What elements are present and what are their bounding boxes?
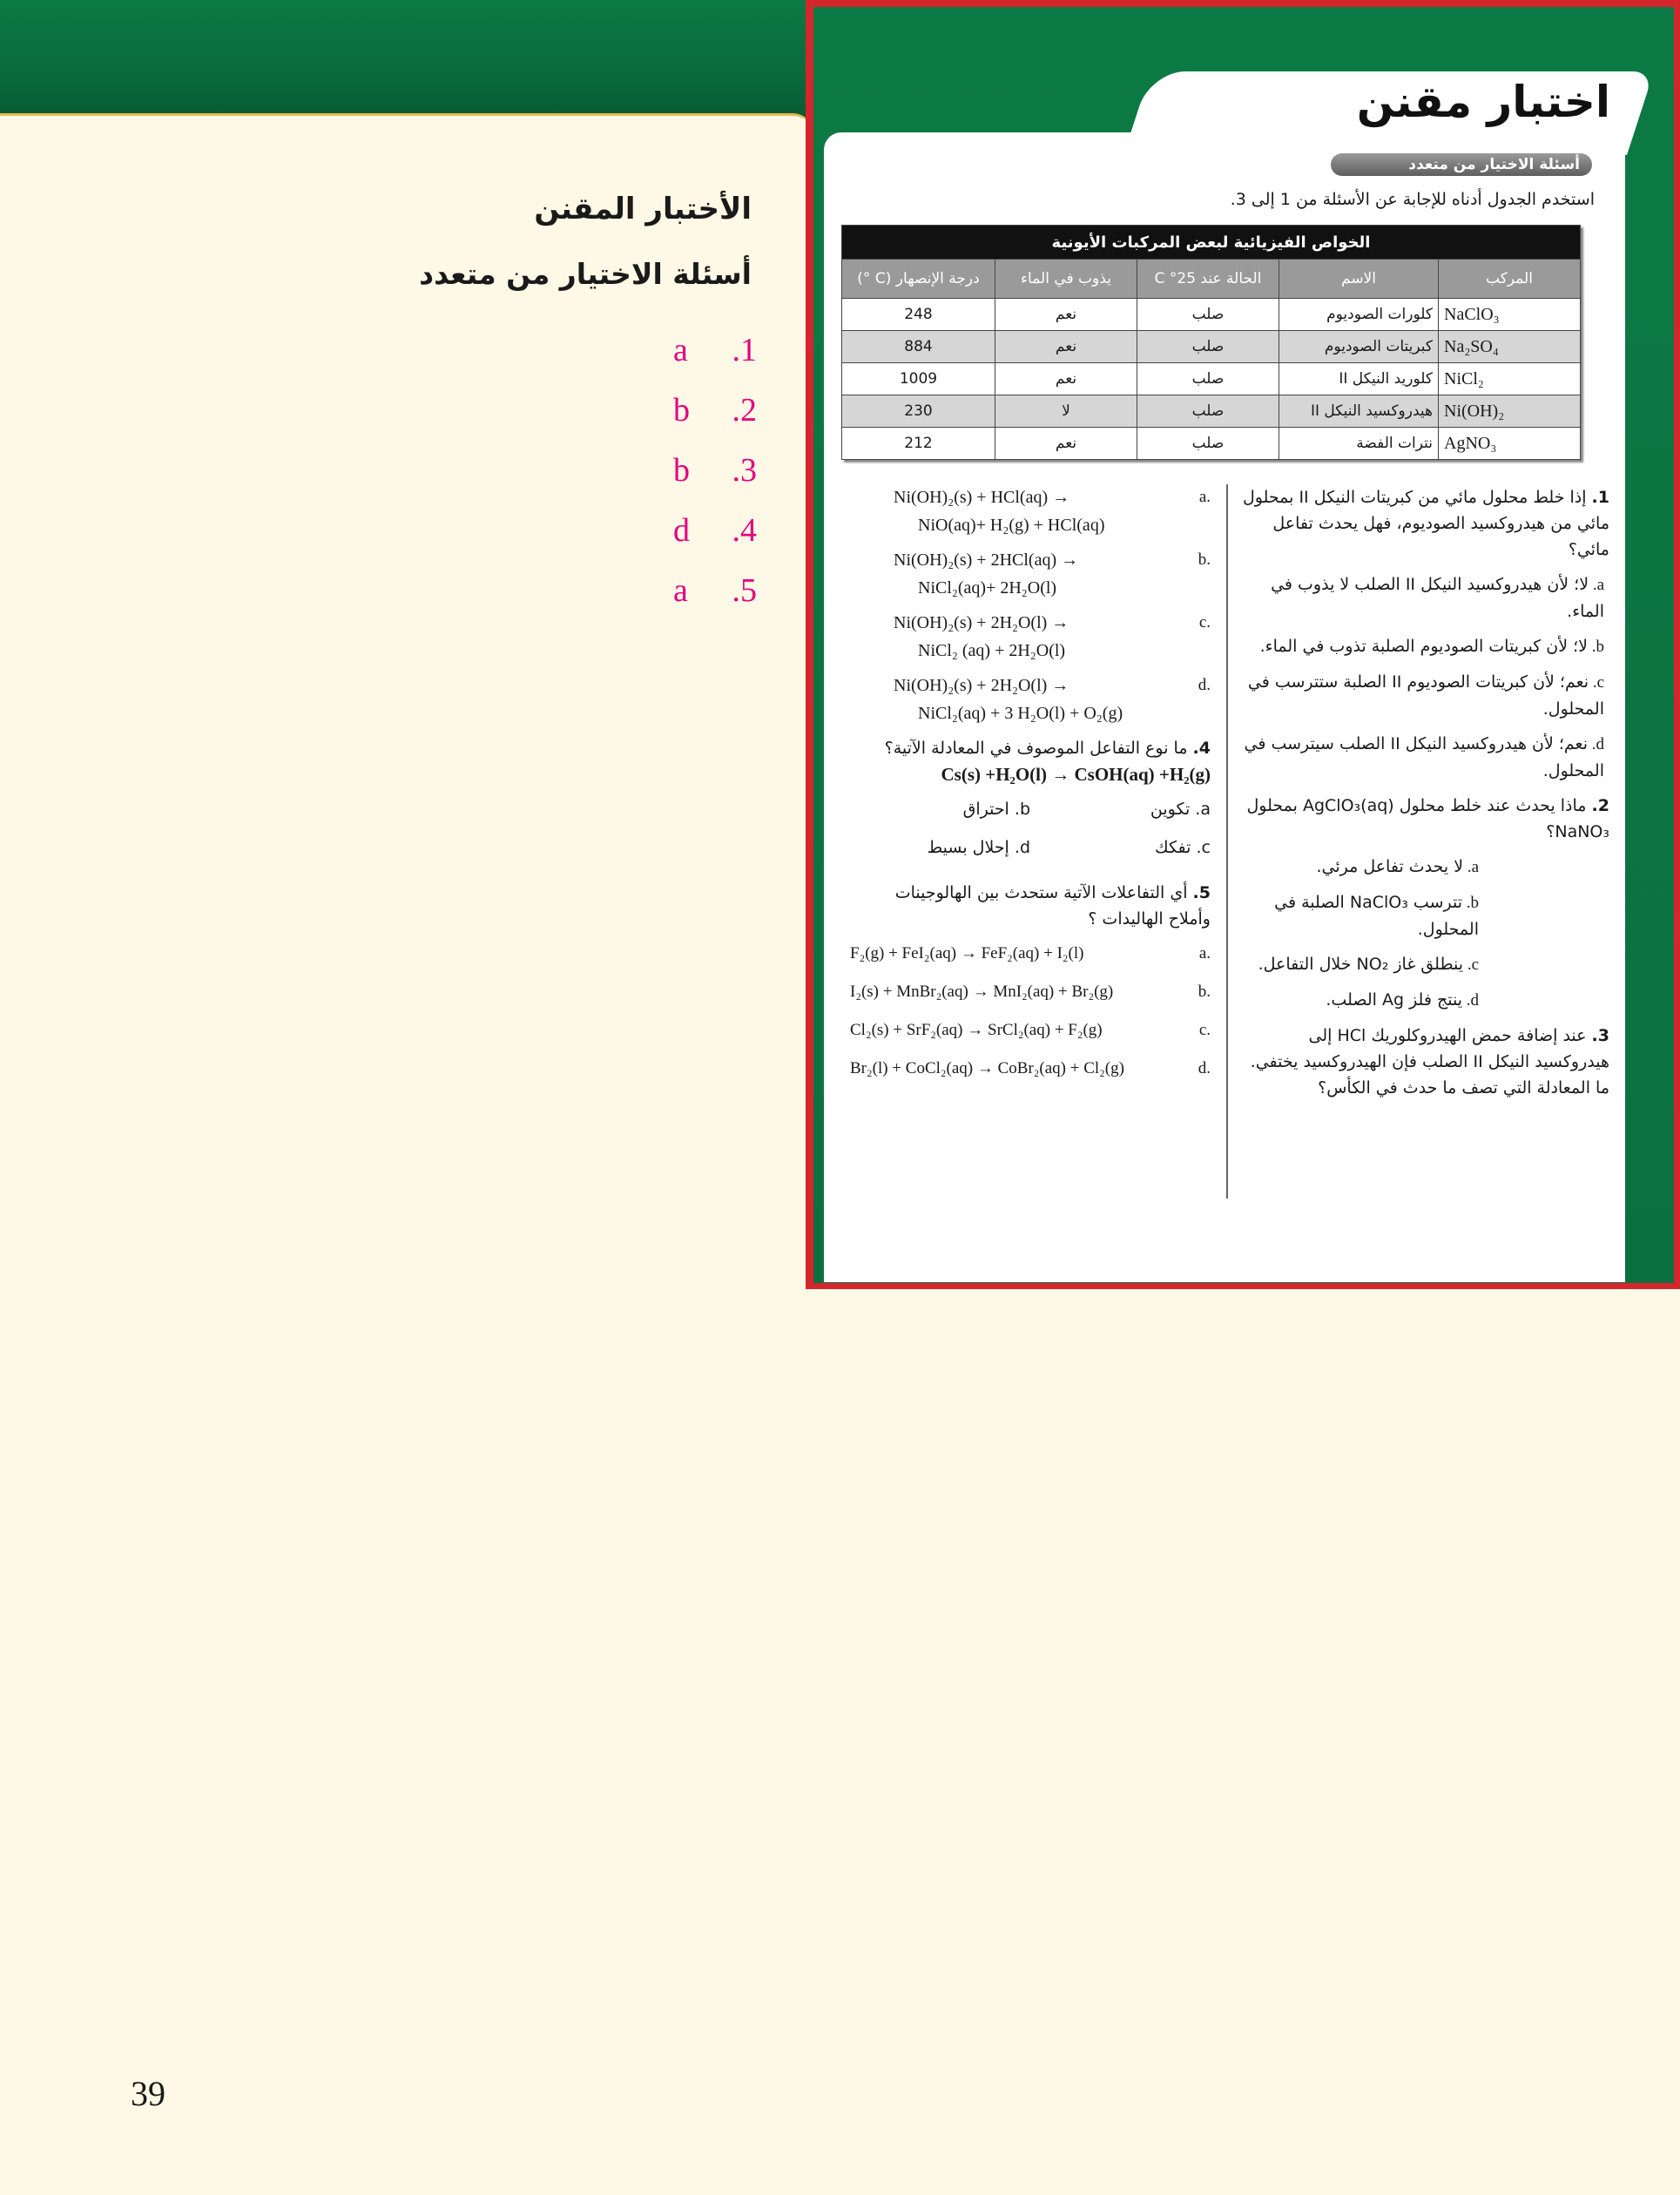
option-text: تفكك <box>1155 838 1191 857</box>
table-cell: لا <box>995 395 1137 428</box>
question-text: ماذا يحدث عند خلط محلول AgClO₃(aq) بمحلول NaNO₃؟ <box>1246 796 1609 841</box>
answer-key-title: الأختبار المقنن <box>534 192 752 226</box>
question-5 <box>850 880 1211 932</box>
table-cell: 248 <box>842 299 995 331</box>
ionic-compounds-table <box>841 225 1581 460</box>
table-cell: 212 <box>842 428 995 460</box>
table-cell: صلب <box>1137 331 1279 363</box>
option-letter: .d <box>1198 676 1211 694</box>
table-cell: AgNO₃ <box>1439 428 1581 460</box>
answer-letter: d <box>673 512 690 549</box>
equation-line: NiO(aq)+ H₂(g) + HCl(aq) <box>918 516 1105 535</box>
option-text: نعم؛ لأن هيدروكسيد النيكل II الصلب سيترسب في المحلول. <box>1244 734 1604 780</box>
answer-item <box>652 331 757 375</box>
answer-number: .1 <box>732 332 757 368</box>
equation-line: NiCl₂(aq)+ 2H₂O(l) <box>918 578 1057 598</box>
option-c: c. ينطلق غاز NO₂ خلال التفاعل. <box>1258 955 1479 974</box>
option-a: a. تكوين <box>1150 800 1211 819</box>
q3-option-c <box>850 610 1211 665</box>
option-b: b. تترسب NaClO₃ الصلبة في المحلول. <box>1274 893 1479 939</box>
answer-number: .5 <box>732 572 757 609</box>
answer-key-subtitle: أسئلة الاختيار من متعدد <box>419 257 752 291</box>
option-letter: .a <box>1198 488 1211 506</box>
table-header: المركب <box>1439 260 1581 299</box>
option-c: c. نعم؛ لأن كبريتات الصوديوم II الصلبة ستترسب في المحلول. <box>1247 672 1604 719</box>
option-b: b. احتراق <box>962 800 1030 819</box>
question-text: إذا خلط محلول مائي من كبريتات النيكل II بمحلول مائي من هيدروكسيد الصوديوم، فهل يحدث تفاعل مائي؟ <box>1242 488 1609 559</box>
table-cell: NiCl₂ <box>1439 363 1581 395</box>
q5-option-a <box>850 941 1211 967</box>
table-caption: الخواص الفيزيائية لبعض المركبات الأيونية <box>842 226 1581 260</box>
answer-letter: b <box>673 452 690 489</box>
option-text: ينطلق غاز NO₂ خلال التفاعل. <box>1258 955 1464 974</box>
option-text: ينتج فلز Ag الصلب. <box>1326 990 1462 1010</box>
equation-line: Ni(OH)₂(s) + 2HCl(aq) → <box>894 550 1079 570</box>
equation-line: Ni(OH)₂(s) + 2H₂O(l) → <box>894 676 1069 695</box>
option-d: d. إحلال بسيط <box>927 838 1030 857</box>
student-page-title: اختبار مقنن <box>1356 77 1610 127</box>
table-cell: نعم <box>995 428 1137 460</box>
question-number: 5. <box>1192 883 1211 902</box>
table-row <box>842 428 1581 460</box>
table-row <box>842 363 1581 395</box>
question-number: 3. <box>1591 1026 1609 1045</box>
reaction-equation: Cs(s) +H₂O(l) → CsOH(aq) +H₂(g) <box>941 764 1211 785</box>
option-text: تترسب NaClO₃ الصلبة في المحلول. <box>1274 893 1479 939</box>
answer-letter: a <box>673 332 688 368</box>
question-1 <box>1240 484 1609 563</box>
option-text: نعم؛ لأن كبريتات الصوديوم II الصلبة ستترسب في المحلول. <box>1247 672 1604 719</box>
questions-right-column <box>1226 484 1609 1199</box>
option-letter: .a <box>1198 944 1211 962</box>
equation-line: NiCl₂(aq) + 3 H₂O(l) + O₂(g) <box>918 704 1123 723</box>
table-cell: صلب <box>1137 363 1279 395</box>
table-cell: Na₂SO₄ <box>1439 331 1581 363</box>
option-a: a. لا؛ لأن هيدروكسيد النيكل II الصلب لا يذوب في الماء. <box>1271 575 1604 621</box>
table-cell: نترات الفضة <box>1279 428 1439 460</box>
option-letter: .c <box>1198 613 1211 631</box>
equation-line: Ni(OH)₂(s) + 2H₂O(l) → <box>894 613 1069 632</box>
answer-letter: b <box>673 392 690 429</box>
q5-option-b <box>850 979 1211 1005</box>
question-number: 2. <box>1591 796 1609 815</box>
question-3 <box>1240 1023 1609 1101</box>
question-4 <box>850 735 1211 787</box>
q3-option-a <box>850 484 1211 540</box>
option-b: b. لا؛ لأن كبريتات الصوديوم الصلبة تذوب في الماء. <box>1259 637 1604 656</box>
table-row <box>842 299 1581 331</box>
question-text: أي التفاعلات الآتية ستحدث بين الهالوجينات وأملاح الهاليدات ؟ <box>894 883 1211 929</box>
option-text: احتراق <box>962 800 1009 819</box>
question-2 <box>1240 793 1609 845</box>
equation-line: NiCl₂ (aq) + 2H₂O(l) <box>918 641 1066 660</box>
option-text: تكوين <box>1150 800 1191 819</box>
option-text: إحلال بسيط <box>927 838 1009 857</box>
answer-number: .4 <box>732 512 757 549</box>
table-header: درجة الإنصهار (C °) <box>842 260 995 299</box>
question-text: ما نوع التفاعل الموصوف في المعادلة الآتية؟ <box>884 739 1188 758</box>
table-cell: Ni(OH)₂ <box>1439 395 1581 428</box>
table-cell: نعم <box>995 331 1137 363</box>
option-letter: .b <box>1198 550 1211 569</box>
table-header: يذوب في الماء <box>995 260 1137 299</box>
table-cell: كلورات الصوديوم <box>1279 299 1439 331</box>
table-cell: 884 <box>842 331 995 363</box>
question-number: 1. <box>1591 488 1609 507</box>
option-d: d. ينتج فلز Ag الصلب. <box>1326 990 1479 1010</box>
q3-option-b <box>850 547 1211 603</box>
intro-text: استخدم الجدول أدناه للإجابة عن الأسئلة من 1 إلى 3. <box>1230 190 1595 209</box>
table-cell: 1009 <box>842 363 995 395</box>
option-letter: .d <box>1198 1059 1211 1077</box>
table-cell: نعم <box>995 299 1137 331</box>
table-cell: صلب <box>1137 299 1279 331</box>
answer-item <box>652 451 757 495</box>
answer-item <box>652 511 757 555</box>
answer-number: .3 <box>732 452 757 489</box>
table-cell: نعم <box>995 363 1137 395</box>
table-cell: صلب <box>1137 428 1279 460</box>
q5-option-c <box>850 1017 1211 1043</box>
table-cell: صلب <box>1137 395 1279 428</box>
option-letter: .b <box>1198 983 1211 1001</box>
table-cell: هيدروكسيد النيكل II <box>1279 395 1439 428</box>
question-number: 4. <box>1192 739 1211 758</box>
answer-item <box>652 391 757 435</box>
table-row <box>842 331 1581 363</box>
table-header: الاسم <box>1279 260 1439 299</box>
equation-line: Ni(OH)₂(s) + HCl(aq) → <box>894 488 1070 507</box>
table-row <box>842 395 1581 428</box>
table-cell: كلوريد النيكل II <box>1279 363 1439 395</box>
q3-option-d <box>850 672 1211 728</box>
answer-item <box>652 571 757 615</box>
table-cell: 230 <box>842 395 995 428</box>
option-c: c. تفكك <box>1155 838 1211 857</box>
equation-line: Br₂(l) + CoCl₂(aq) → CoBr₂(aq) + Cl₂(g) <box>850 1059 1124 1077</box>
page-number: 39 <box>131 2074 165 2113</box>
question-text: عند إضافة حمض الهيدروكلوريك HCl إلى هيدروكسيد النيكل II الصلب فإن الهيدروكسيد يختفي. ما المعادلة التي تصف ما حدث في الكأس؟ <box>1250 1026 1609 1098</box>
option-text: لا؛ لأن هيدروكسيد النيكل II الصلب لا يذوب في الماء. <box>1271 575 1604 621</box>
option-a: a. لا يحدث تفاعل مرئي. <box>1316 857 1479 876</box>
q5-option-d <box>850 1056 1211 1082</box>
questions-left-column <box>850 484 1211 1199</box>
option-d: d. نعم؛ لأن هيدروكسيد النيكل II الصلب سيترسب في المحلول. <box>1244 734 1604 780</box>
multiple-choice-pill: أسئلة الاختيار من متعدد <box>1331 153 1592 176</box>
equation-line: I₂(s) + MnBr₂(aq) → MnI₂(aq) + Br₂(g) <box>850 983 1114 1001</box>
table-cell: كبريتات الصوديوم <box>1279 331 1439 363</box>
equation-line: Cl₂(s) + SrF₂(aq) → SrCl₂(aq) + F₂(g) <box>850 1021 1103 1039</box>
q4-options <box>850 796 1211 873</box>
table-header: الحالة عند C °25 <box>1137 260 1279 299</box>
option-text: لا؛ لأن كبريتات الصوديوم الصلبة تذوب في الماء. <box>1259 637 1588 656</box>
table-header-row <box>842 260 1581 299</box>
table-cell: NaClO₃ <box>1439 299 1581 331</box>
answer-letter: a <box>673 572 688 609</box>
option-letter: .c <box>1198 1021 1211 1039</box>
answer-number: .2 <box>732 392 757 429</box>
equation-line: F₂(g) + FeI₂(aq) → FeF₂(aq) + I₂(l) <box>850 944 1084 962</box>
option-text: لا يحدث تفاعل مرئي. <box>1316 857 1464 876</box>
